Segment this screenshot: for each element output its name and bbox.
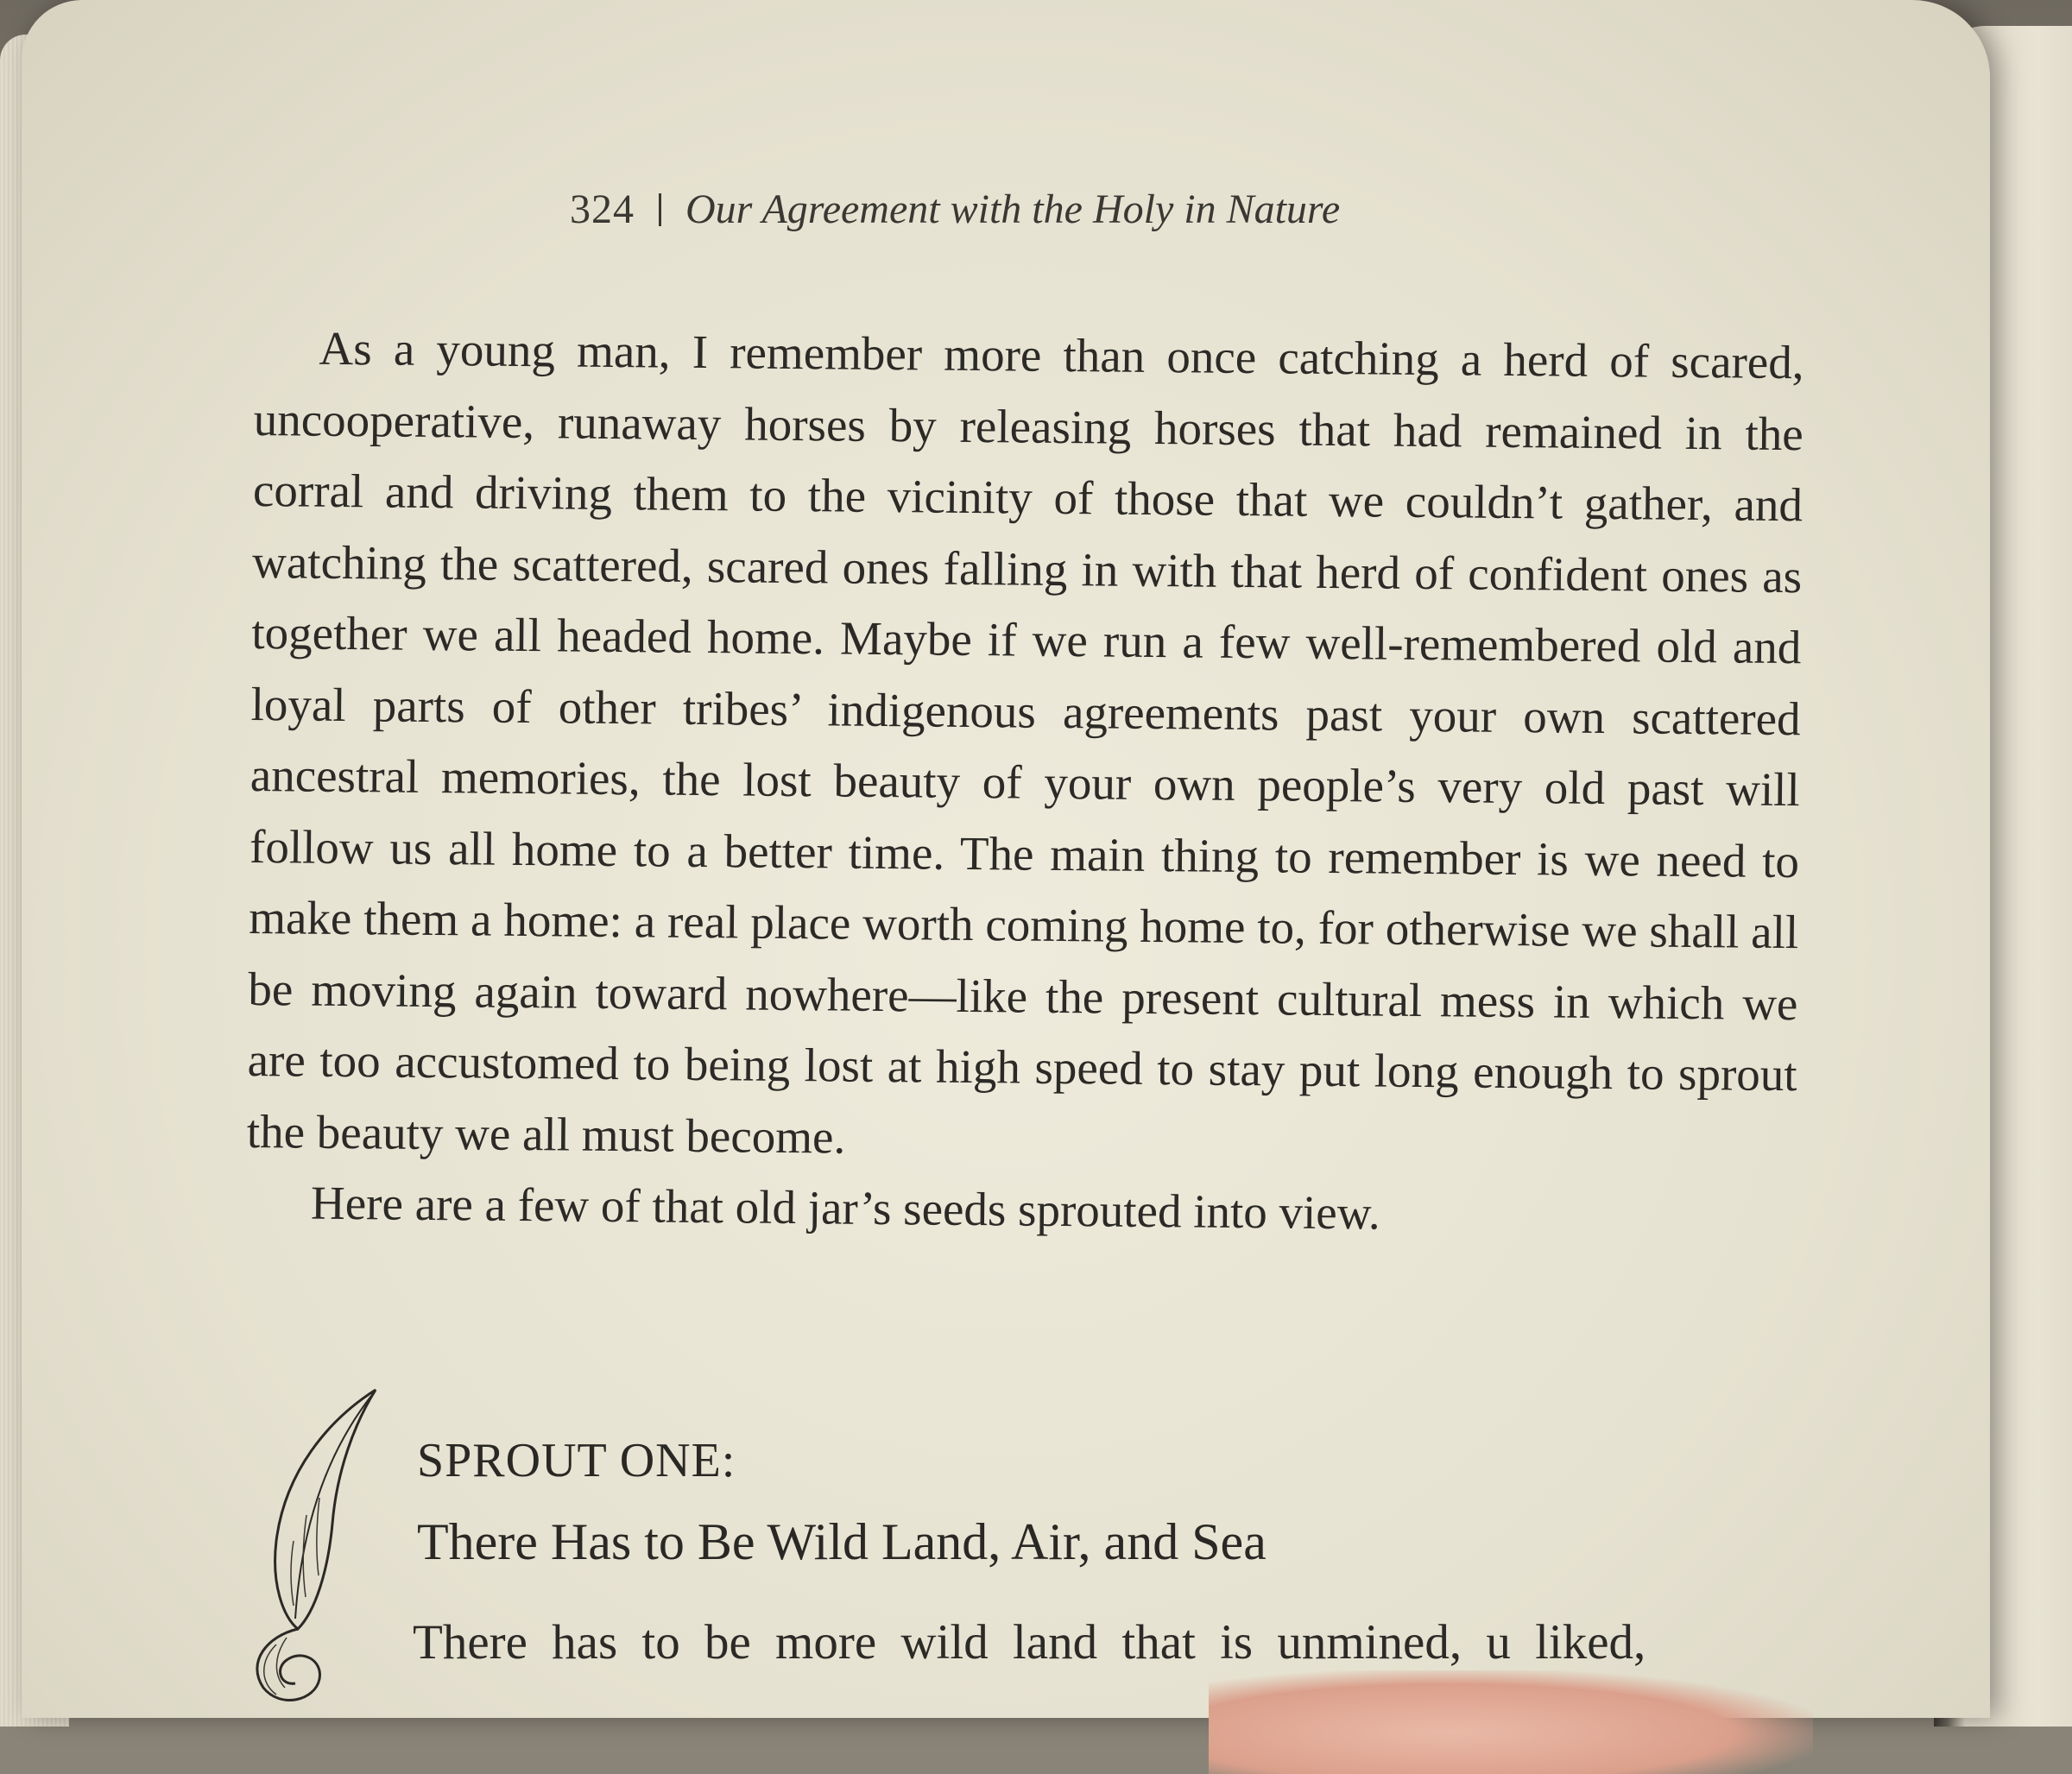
sprouting-leaf-icon bbox=[233, 1386, 388, 1714]
section-first-line: There has to be more wild land that is unmined, u liked, bbox=[413, 1615, 1646, 1670]
running-title: Our Agreement with the Holy in Nature bbox=[685, 186, 1341, 232]
paragraph: As a young man, I remember more than once catching a herd of scared, uncooperative, runaway horses by releasing horses that had remained in the corral and driving them to the vicinity of those that we couldn’t gather, and watching the scattered, scared ones falling in with that herd of confident ones as together we all headed home. Maybe if we run a few well-remembered old and loyal parts of other tribes’ indigenous agreements past your own scattered ancestral memories, the lost beauty of your own people’s very old past will follow us all home to a better time. The main thing to remember is we need to make them a home: a real place worth coming home to, for otherwise we shall all be moving again toward nowhere—like the present cultural mess in which we are too accustomed to being lost at high speed to stay put long enough to sprout the beauty we all must become. bbox=[246, 321, 1804, 1164]
paragraph: Here are a few of that old jar’s seeds sprouted into view. bbox=[310, 1176, 1380, 1240]
header-divider bbox=[659, 193, 661, 226]
section-label: SPROUT ONE: bbox=[417, 1434, 736, 1487]
section-title: There Has to Be Wild Land, Air, and Sea bbox=[417, 1513, 1267, 1570]
running-header bbox=[570, 186, 1692, 233]
thumb bbox=[1209, 1670, 1813, 1774]
body-text bbox=[246, 313, 1804, 1253]
page-number: 324 bbox=[570, 186, 635, 232]
